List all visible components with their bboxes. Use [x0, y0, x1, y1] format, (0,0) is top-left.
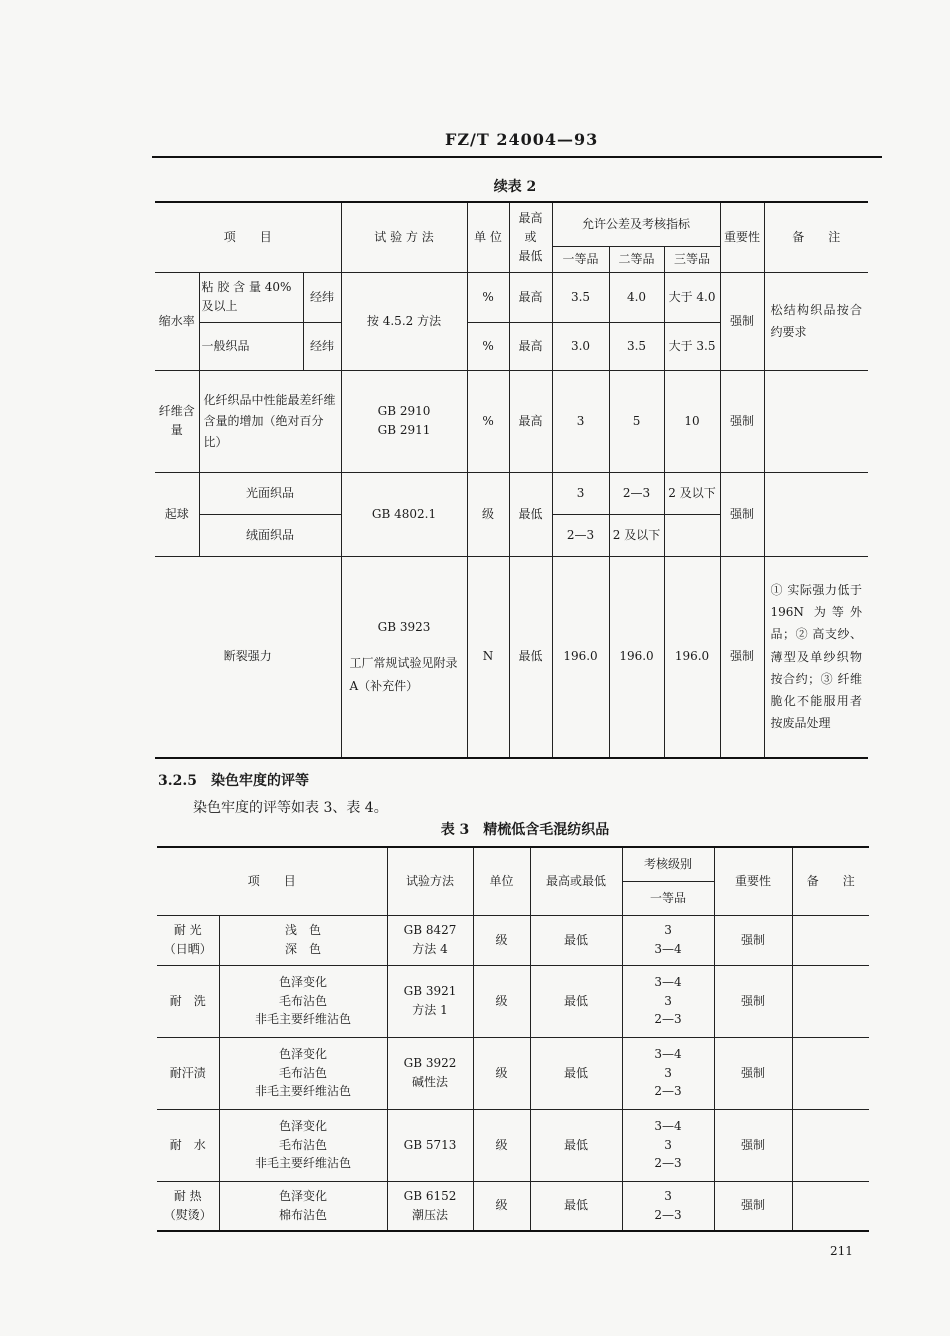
breaking-unit: N	[467, 556, 509, 758]
shrinkage-g1-2: 3.0	[552, 322, 609, 370]
shrinkage-unit-1: %	[467, 272, 509, 322]
pilling-sub-2: 绒面织品	[199, 514, 341, 556]
pilling-mm: 最低	[509, 472, 552, 556]
table-row	[157, 1109, 869, 1181]
header-item: 项 目	[155, 202, 341, 272]
shrinkage-dir-1: 经纬	[303, 272, 341, 322]
shrinkage-sub-1: 粘 胶 含 量 40%及以上	[199, 272, 303, 322]
breaking-g1: 196.0	[552, 556, 609, 758]
shrinkage-unit-2: %	[467, 322, 509, 370]
section-text: 染色牢度的评等如表 3、表 4。	[193, 800, 388, 816]
pilling-remark	[764, 472, 868, 556]
t3-method: GB 8427 方法 4	[387, 915, 473, 965]
t3-mm: 最低	[530, 1109, 622, 1181]
t3-unit: 级	[473, 1109, 530, 1181]
t3-unit: 级	[473, 965, 530, 1037]
fiber-sub: 化纤织品中性能最差纤维含量的增加（绝对百分比）	[199, 370, 341, 472]
t3-method: GB 5713	[387, 1109, 473, 1181]
header-method: 试 验 方 法	[341, 202, 467, 272]
pilling-label: 起球	[155, 472, 199, 556]
fiber-method: GB 2910 GB 2911	[341, 370, 467, 472]
fiber-importance: 强制	[720, 370, 764, 472]
shrinkage-g2-1: 4.0	[609, 272, 664, 322]
t3-unit: 级	[473, 1037, 530, 1109]
pilling-method: GB 4802.1	[341, 472, 467, 556]
breaking-g2: 196.0	[609, 556, 664, 758]
t3-subs: 色泽变化 毛布沾色 非毛主要纤维沾色	[219, 965, 387, 1037]
header-remark: 备 注	[764, 202, 868, 272]
pilling-g2-1: 2—3	[609, 472, 664, 514]
pilling-g1-2: 2—3	[552, 514, 609, 556]
t3-remark	[792, 965, 869, 1037]
table-2-continued	[155, 201, 868, 759]
t3-subs: 色泽变化 毛布沾色 非毛主要纤维沾色	[219, 1037, 387, 1109]
t3-cat: 耐 水	[157, 1109, 219, 1181]
pilling-g1-1: 3	[552, 472, 609, 514]
header-tolerance: 允许公差及考核指标	[552, 202, 720, 246]
table-row	[157, 965, 869, 1037]
t3-header-unit: 单位	[473, 847, 530, 915]
breaking-method: GB 3923 工厂常规试验见附录 A（补充件）	[341, 556, 467, 758]
shrinkage-method: 按 4.5.2 方法	[341, 272, 467, 370]
fiber-mm: 最高	[509, 370, 552, 472]
t3-remark	[792, 1181, 869, 1231]
shrinkage-label: 缩水率	[155, 272, 199, 370]
t3-grades: 3 2—3	[622, 1181, 714, 1231]
t3-cat: 耐 热 （熨烫）	[157, 1181, 219, 1231]
header-maxmin: 最高 或 最低	[509, 202, 552, 272]
shrinkage-g2-2: 3.5	[609, 322, 664, 370]
breaking-remark: ① 实际强力低于 196N 为等外品；② 高支纱、薄型及单纱织物按合约；③ 纤维脆化不能服用者按废品处理	[764, 556, 868, 758]
t3-remark	[792, 915, 869, 965]
t3-grades: 3 3—4	[622, 915, 714, 965]
pilling-g3-2	[664, 514, 720, 556]
t3-header-item: 项 目	[157, 847, 387, 915]
t3-mm: 最低	[530, 1037, 622, 1109]
header-importance: 重要性	[720, 202, 764, 272]
t3-remark	[792, 1037, 869, 1109]
header-grade3: 三等品	[664, 246, 720, 272]
breaking-mm: 最低	[509, 556, 552, 758]
t3-header-importance: 重要性	[714, 847, 792, 915]
t3-subs: 浅 色 深 色	[219, 915, 387, 965]
breaking-label: 断裂强力	[155, 556, 341, 758]
shrinkage-sub-2: 一般织品	[199, 322, 303, 370]
pilling-importance: 强制	[720, 472, 764, 556]
pilling-sub-1: 光面织品	[199, 472, 341, 514]
fiber-unit: %	[467, 370, 509, 472]
t3-header-method: 试验方法	[387, 847, 473, 915]
t3-subs: 色泽变化 毛布沾色 非毛主要纤维沾色	[219, 1109, 387, 1181]
t3-mm: 最低	[530, 1181, 622, 1231]
header-grade1: 一等品	[552, 246, 609, 272]
t3-unit: 级	[473, 1181, 530, 1231]
header-rule	[152, 156, 882, 158]
table2-caption: 续表 2	[493, 179, 537, 195]
fiber-g2: 5	[609, 370, 664, 472]
t3-importance: 强制	[714, 1181, 792, 1231]
t3-mm: 最低	[530, 965, 622, 1037]
shrinkage-importance: 强制	[720, 272, 764, 370]
t3-header-maxmin: 最高或最低	[530, 847, 622, 915]
table-row	[157, 1181, 869, 1231]
t3-header-grade1: 一等品	[622, 881, 714, 915]
t3-importance: 强制	[714, 915, 792, 965]
shrinkage-dir-2: 经纬	[303, 322, 341, 370]
table-row	[157, 1037, 869, 1109]
table-row	[157, 915, 869, 965]
t3-mm: 最低	[530, 915, 622, 965]
t3-method: GB 6152 潮压法	[387, 1181, 473, 1231]
shrinkage-remark: 松结构织品按合约要求	[764, 272, 868, 370]
section-title: 3.2.5 染色牢度的评等	[158, 773, 309, 789]
pilling-unit: 级	[467, 472, 509, 556]
t3-importance: 强制	[714, 1037, 792, 1109]
shrinkage-g1-1: 3.5	[552, 272, 609, 322]
table3-caption: 表 3 精梳低含毛混纺织品	[440, 822, 610, 838]
t3-grades: 3—4 3 2—3	[622, 1109, 714, 1181]
header-unit: 单 位	[467, 202, 509, 272]
table-3	[157, 846, 869, 1232]
breaking-importance: 强制	[720, 556, 764, 758]
fiber-g3: 10	[664, 370, 720, 472]
t3-cat: 耐 洗	[157, 965, 219, 1037]
page-number: 211	[830, 1244, 853, 1258]
shrinkage-mm-1: 最高	[509, 272, 552, 322]
fiber-remark	[764, 370, 868, 472]
t3-header-remark: 备 注	[792, 847, 869, 915]
t3-subs: 色泽变化 棉布沾色	[219, 1181, 387, 1231]
header-grade2: 二等品	[609, 246, 664, 272]
shrinkage-g3-1: 大于 4.0	[664, 272, 720, 322]
shrinkage-g3-2: 大于 3.5	[664, 322, 720, 370]
t3-importance: 强制	[714, 965, 792, 1037]
fiber-g1: 3	[552, 370, 609, 472]
t3-cat: 耐 光 （日晒）	[157, 915, 219, 965]
t3-header-grade: 考核级别	[622, 847, 714, 881]
t3-unit: 级	[473, 915, 530, 965]
breaking-g3: 196.0	[664, 556, 720, 758]
t3-cat: 耐汗渍	[157, 1037, 219, 1109]
t3-method: GB 3921 方法 1	[387, 965, 473, 1037]
t3-method: GB 3922 碱性法	[387, 1037, 473, 1109]
t3-remark	[792, 1109, 869, 1181]
pilling-g3-1: 2 及以下	[664, 472, 720, 514]
t3-importance: 强制	[714, 1109, 792, 1181]
t3-grades: 3—4 3 2—3	[622, 1037, 714, 1109]
standard-code: FZ/T 24004—93	[445, 130, 599, 149]
t3-grades: 3—4 3 2—3	[622, 965, 714, 1037]
fiber-label: 纤维含量	[155, 370, 199, 472]
shrinkage-mm-2: 最高	[509, 322, 552, 370]
pilling-g2-2: 2 及以下	[609, 514, 664, 556]
